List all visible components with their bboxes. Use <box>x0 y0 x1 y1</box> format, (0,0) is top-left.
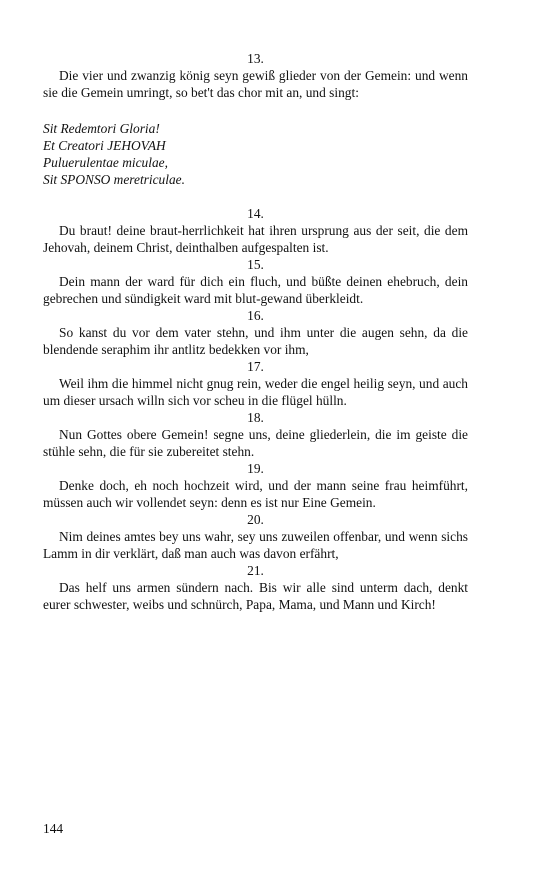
stanza-text: Nim deines amtes bey uns wahr, sey uns zuweilen offenbar, und wenn sichs Lamm in dir verklärt, daß man auch was davon erfährt, <box>43 529 468 561</box>
stanza-text: Die vier und zwanzig könig seyn gewiß glieder von der Gemein: und wenn sie die Gemein umringt, so bet't das chor mit an, und singt: <box>43 68 468 100</box>
stanza-16 <box>43 307 468 358</box>
page-body <box>43 50 468 613</box>
stanza-text: Denke doch, eh noch hochzeit wird, und der mann seine frau heimführt, müssen auch wir vollendet seyn: denn es ist nur Eine Gemein. <box>43 478 468 510</box>
stanza-number: 21. <box>247 563 264 578</box>
stanza-13 <box>43 50 468 101</box>
stanza-text: So kanst du vor dem vater stehn, und ihm unter die augen sehn, da die blendende seraphim ihr antlitz bedekken vor ihm, <box>43 325 468 357</box>
stanza-number: 19. <box>247 461 264 476</box>
stanza-number: 14. <box>247 206 264 221</box>
latin-line: Puluerulentae miculae, <box>43 155 168 170</box>
latin-line: Sit Redemtori Gloria! <box>43 121 160 136</box>
stanza-17 <box>43 358 468 409</box>
stanza-number: 16. <box>247 308 264 323</box>
stanza-text: Dein mann der ward für dich ein fluch, und büßte deinen ehebruch, dein gebrechen und sündigkeit ward mit blut-gewand überkleidt. <box>43 274 468 306</box>
latin-line: Et Creatori JEHOVAH <box>43 138 166 153</box>
stanza-text: Das helf uns armen sündern nach. Bis wir alle sind unterm dach, denkt eurer schwester, weibs und schnürch, Papa, Mama, und Mann und Kirch! <box>43 580 468 612</box>
stanza-19 <box>43 460 468 511</box>
stanza-15 <box>43 256 468 307</box>
stanza-number: 18. <box>247 410 264 425</box>
stanza-20 <box>43 511 468 562</box>
stanza-18 <box>43 409 468 460</box>
page-number: 144 <box>43 821 64 836</box>
stanza-number: 17. <box>247 359 264 374</box>
stanza-number: 15. <box>247 257 264 272</box>
stanza-14 <box>43 205 468 256</box>
stanza-21 <box>43 562 468 613</box>
stanza-text: Du braut! deine braut-herrlichkeit hat ihren ursprung aus der seit, die dem Jehovah, deinem Christ, deinthalben aufgespalten ist. <box>43 223 468 255</box>
latin-refrain <box>43 120 468 188</box>
stanza-number: 13. <box>247 51 264 66</box>
stanza-text: Weil ihm die himmel nicht gnug rein, weder die engel heilig seyn, und auch um dieser ursach willn sich vor scheu in die flügel hülln. <box>43 376 468 408</box>
stanza-number: 20. <box>247 512 264 527</box>
stanza-text: Nun Gottes obere Gemein! segne uns, deine gliederlein, die im geiste die stühle sehn, die für sie zubereitet stehn. <box>43 427 468 459</box>
latin-line: Sit SPONSO meretriculae. <box>43 172 185 187</box>
